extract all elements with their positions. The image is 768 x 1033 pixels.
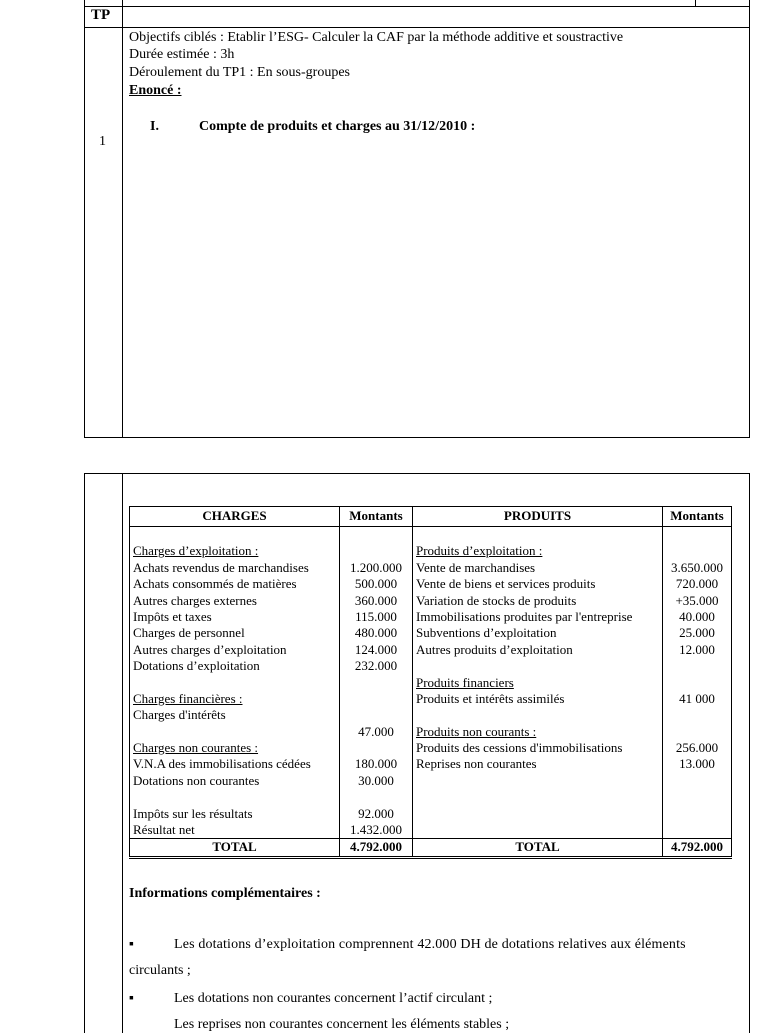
line-label [416, 822, 659, 838]
line-label: Achats consommés de matières [133, 576, 297, 592]
header-bottom-line [85, 27, 749, 28]
bullet-mark: ▪ [129, 991, 134, 1006]
header-divider [85, 6, 749, 7]
line-amount: 180.000 [354, 756, 398, 772]
line-amount: 13.000 [679, 756, 715, 772]
bullet-item [129, 991, 492, 1007]
line-label [133, 675, 336, 691]
line-label: Immobilisations produites par l'entreprise [416, 608, 633, 624]
line-label: Dotations non courantes [133, 772, 260, 788]
tp-header: TP [91, 7, 111, 23]
line-amount [664, 527, 730, 543]
line-amount: 1.200.000 [350, 559, 402, 575]
line-amount: 92.000 [358, 805, 394, 821]
line-amount [664, 789, 730, 805]
total-produits: 4.792.000 [663, 839, 732, 858]
line-label: Produits et intérêts assimilés [416, 690, 565, 706]
line-amount [664, 773, 730, 789]
total-label-produits: TOTAL [413, 839, 663, 858]
tp-column-divider [122, 0, 123, 437]
line-label: V.N.A des immobilisations cédées [133, 756, 311, 772]
bullet-text: Les reprises non courantes concernent les éléments stables ; [174, 1017, 510, 1032]
line-label [133, 527, 336, 543]
line-label: Produits financiers [416, 674, 514, 690]
line-label: Reprises non courantes [416, 756, 537, 772]
line-label [416, 789, 659, 805]
section-title: Compte de produits et charges au 31/12/2010 : [199, 119, 476, 134]
page2-column-divider [122, 474, 123, 1033]
line-label: Résultat net [133, 822, 195, 838]
line-amount: 3.650.000 [671, 559, 723, 575]
line-amount [664, 675, 730, 691]
line-amount [341, 740, 411, 756]
line-label: Produits des cessions d'immobilisations [416, 740, 623, 756]
line-label: Vente de marchandises [416, 559, 536, 575]
line-label: Impôts et taxes [133, 608, 212, 624]
line-amount [664, 707, 730, 723]
line-amount [664, 806, 730, 822]
line-amount: 720.000 [675, 576, 719, 592]
bullet-mark: ▪ [129, 937, 134, 952]
bullet-continuation [129, 963, 191, 979]
line-amount: 47.000 [358, 723, 394, 739]
line-amount: 124.000 [354, 641, 398, 657]
line-label: Produits d’exploitation : [416, 543, 543, 559]
produits-labels [413, 527, 663, 839]
line-label: Subventions d’exploitation [416, 625, 557, 641]
line-label: Autres charges d’exploitation [133, 641, 287, 657]
line-amount: 12.000 [679, 641, 715, 657]
line-label [416, 773, 659, 789]
income-statement-table [129, 506, 732, 859]
line-label [416, 527, 659, 543]
line-label: Variation de stocks de produits [416, 592, 577, 608]
bullet-text: Les dotations d’exploitation comprennent 42.000 DH de dotations relatives aux éléments [174, 937, 686, 952]
header-produits: PRODUITS [413, 507, 663, 527]
line-amount [341, 789, 411, 805]
line-label: Achats revendus de marchandises [133, 559, 309, 575]
line-label: Autres charges externes [133, 592, 257, 608]
line-amount: 40.000 [679, 608, 715, 624]
table-body-row [130, 527, 732, 839]
bullet-text: Les dotations non courantes concernent l’actif circulant ; [174, 991, 493, 1006]
bullet-text: circulants ; [129, 963, 191, 978]
line-label: Impôts sur les résultats [133, 805, 253, 821]
line-amount [341, 543, 411, 559]
enonce-label: Enoncé : [129, 83, 182, 98]
line-amount: 360.000 [354, 592, 398, 608]
tp-row-number: 1 [99, 134, 106, 149]
line-label [416, 658, 659, 674]
line-amount: 480.000 [354, 625, 398, 641]
line-amount: 232.000 [354, 658, 398, 674]
header-montants-produits: Montants [663, 507, 732, 527]
line-label: Charges financières : [133, 690, 243, 706]
line-amount [341, 707, 411, 723]
charges-amounts [340, 527, 413, 839]
section-heading [150, 119, 475, 135]
line-amount: 256.000 [675, 740, 719, 756]
line-label: Charges d’exploitation : [133, 543, 259, 559]
line-label: Charges d'intérêts [133, 707, 226, 723]
line-label: Charges non courantes : [133, 740, 259, 756]
line-label: Dotations d’exploitation [133, 658, 260, 674]
line-amount: 30.000 [358, 772, 394, 788]
bullet-item [129, 1017, 509, 1033]
bullet-item [129, 937, 686, 953]
line-label [416, 806, 659, 822]
line-label: Charges de personnel [133, 625, 245, 641]
line-amount [341, 527, 411, 543]
line-amount: 115.000 [355, 608, 397, 624]
line-label [133, 789, 336, 805]
header-charges: CHARGES [130, 507, 340, 527]
charges-labels [130, 527, 340, 839]
line-amount: +35.000 [675, 592, 719, 608]
line-amount [664, 658, 730, 674]
line-amount [664, 543, 730, 559]
line-amount: 41 000 [679, 690, 715, 706]
line-label: Autres produits d’exploitation [416, 641, 573, 657]
total-label-charges: TOTAL [130, 839, 340, 858]
objectives-line: Objectifs ciblés : Etablir l’ESG- Calculer la CAF par la méthode additive et soustractive [129, 30, 624, 45]
line-amount [341, 691, 411, 707]
header-montants-charges: Montants [340, 507, 413, 527]
line-label [416, 707, 659, 723]
line-amount [341, 675, 411, 691]
section-number: I. [150, 119, 159, 134]
line-label: Produits non courants : [416, 723, 537, 739]
line-amount: 500.000 [354, 576, 398, 592]
line-amount [664, 822, 730, 838]
total-charges: 4.792.000 [340, 839, 413, 858]
line-label [133, 724, 336, 740]
line-amount: 25.000 [679, 625, 715, 641]
line-amount [664, 724, 730, 740]
procedure-line: Déroulement du TP1 : En sous-groupes [129, 65, 350, 80]
table-header-row [130, 507, 732, 527]
line-amount: 1.432.000 [350, 822, 402, 838]
duration-line: Durée estimée : 3h [129, 47, 235, 62]
header-right-divider [695, 0, 696, 7]
total-row [130, 839, 732, 858]
produits-amounts [663, 527, 732, 839]
line-label: Vente de biens et services produits [416, 576, 596, 592]
info-title: Informations complémentaires : [129, 886, 321, 901]
